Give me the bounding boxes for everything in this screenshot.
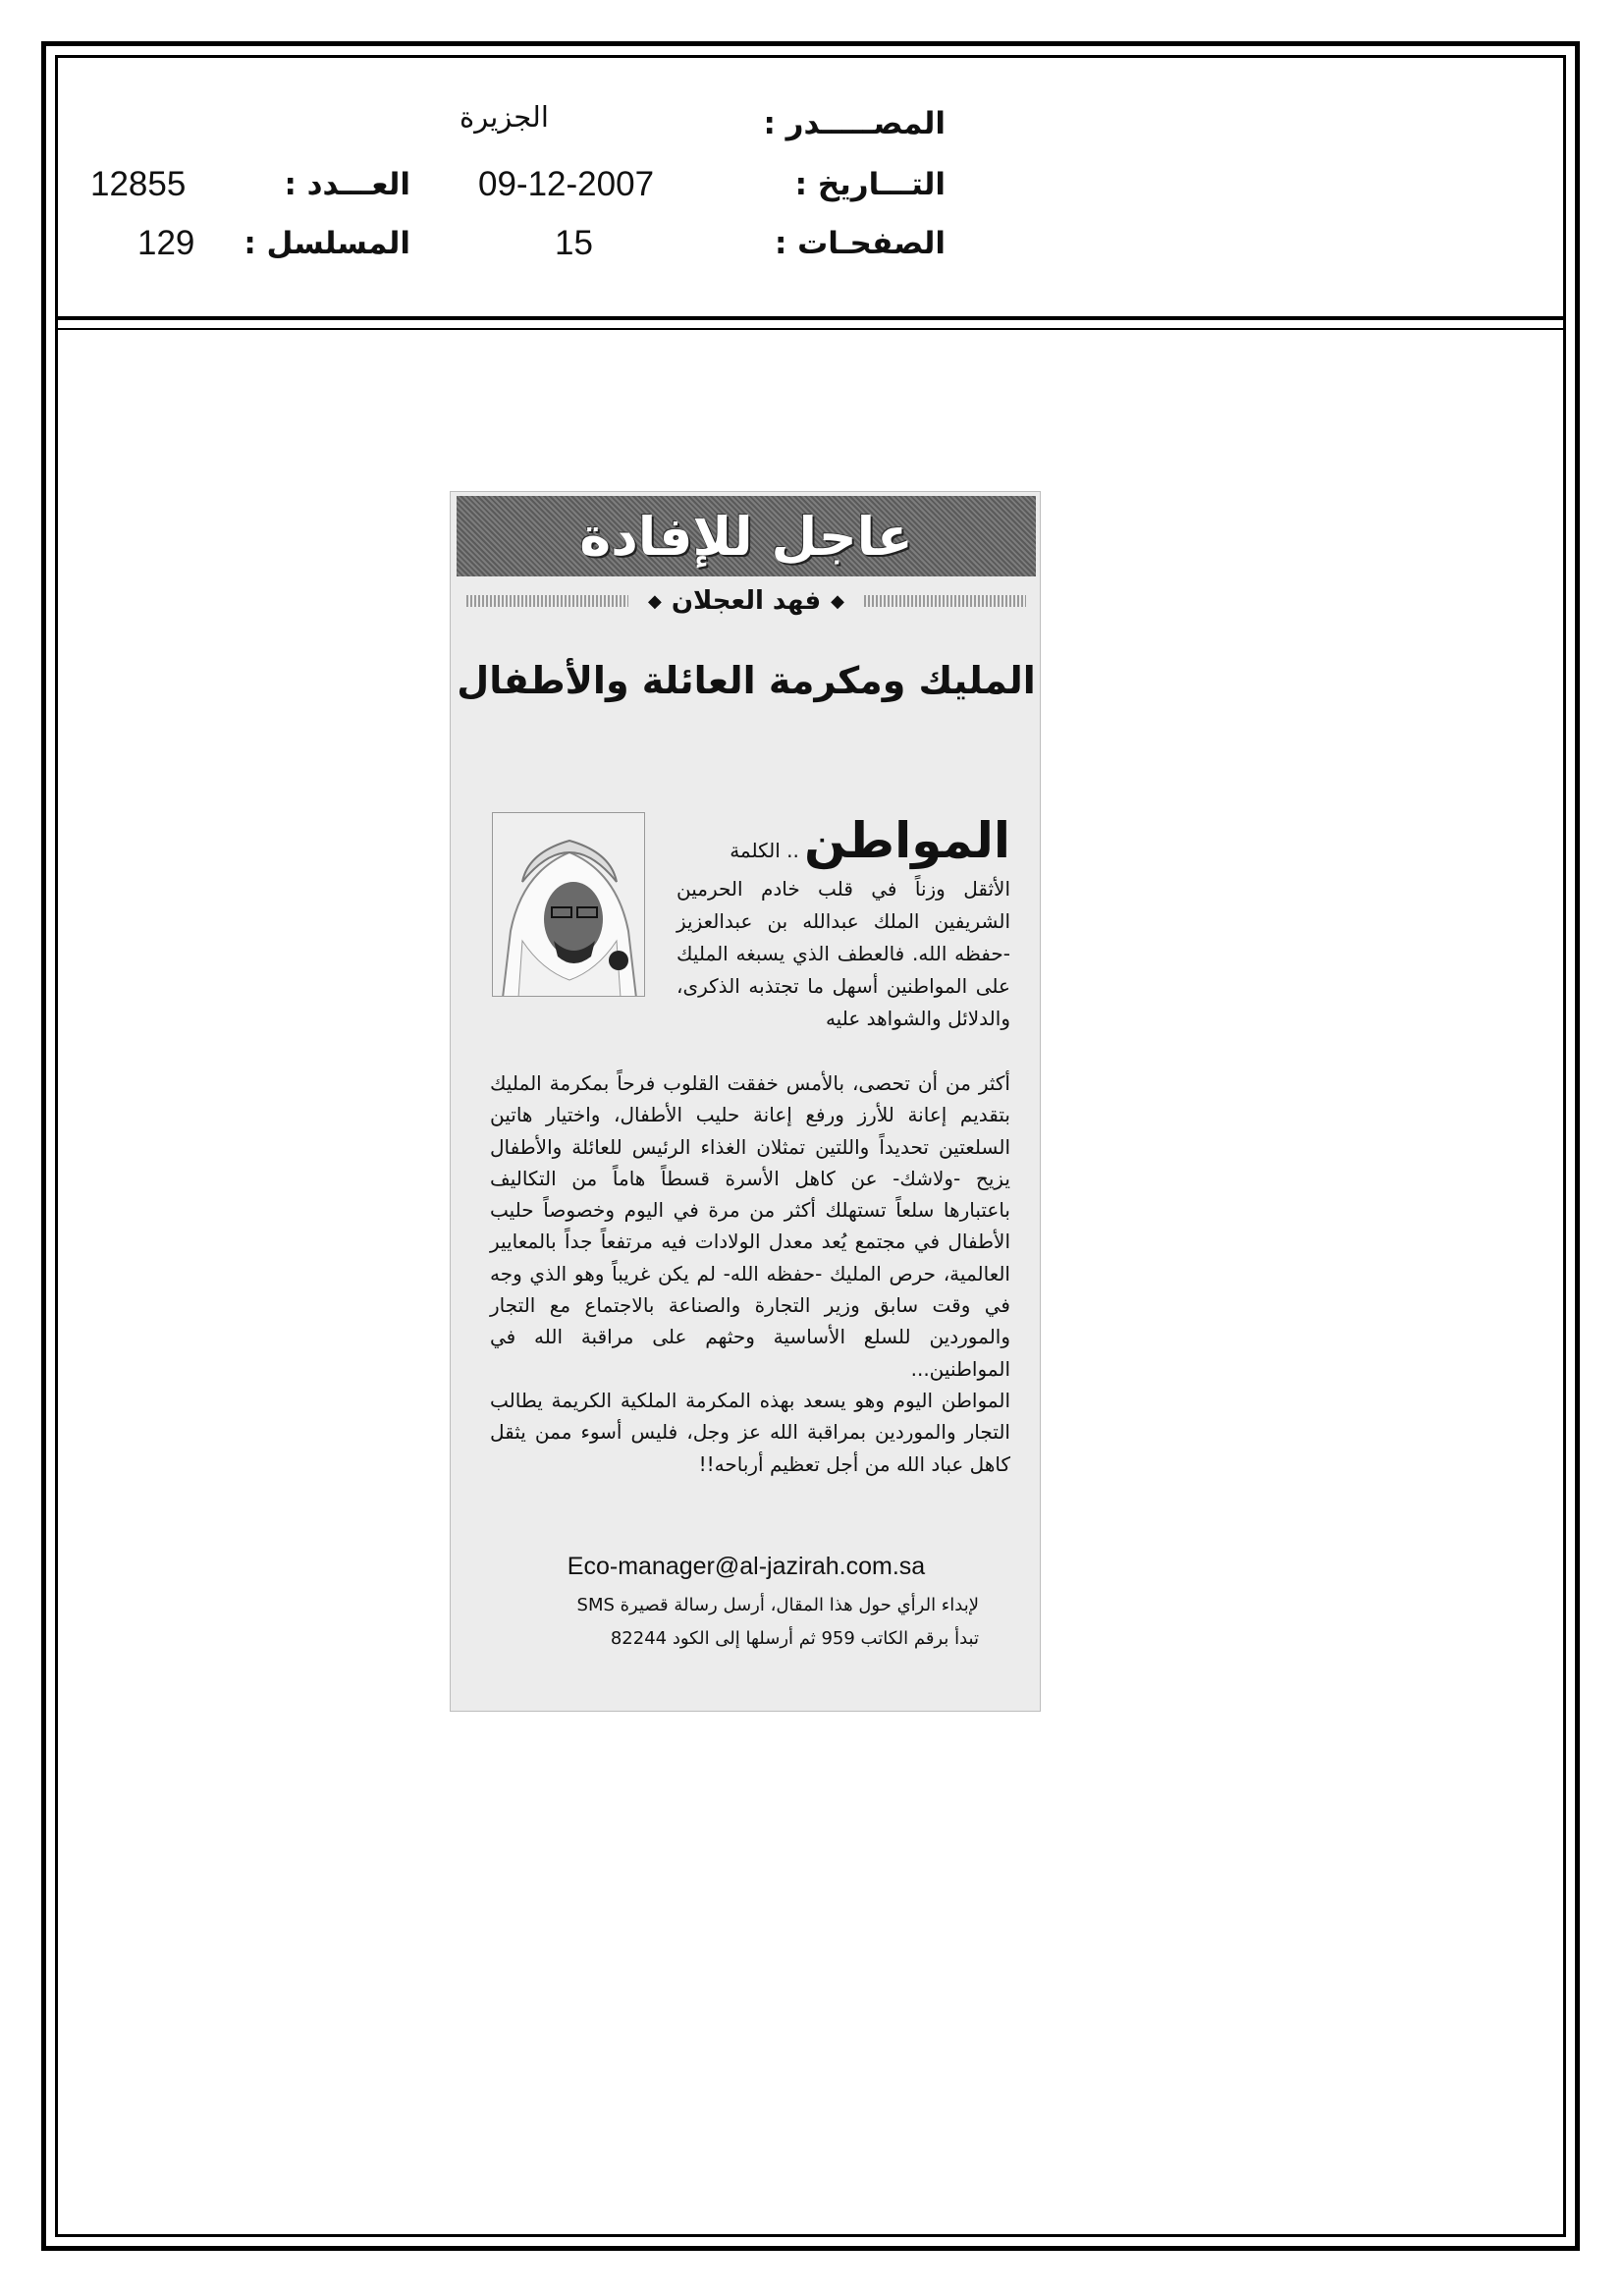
diamond-icon: ◆ [831,590,844,612]
lead-paragraph-opening [730,812,1010,869]
article-clipping [450,491,1041,1712]
source-value: الجزيرة [460,100,549,134]
sms-line: تبدأ برقم الكاتب 959 ثم أرسلها إلى الكود 82244 [610,1628,979,1649]
header-divider-thin [55,328,1566,330]
sms-line: لإبداء الرأي حول هذا المقال، أرسل رسالة قصيرة SMS [576,1595,979,1615]
source-label: المصـــــدر : [763,106,946,141]
article-body [490,1067,1010,1480]
issue-value: 12855 [90,165,187,203]
author-name: فهد العجلان [671,586,822,616]
pages-value: 15 [555,224,593,262]
issue-label: العـــدد : [284,167,410,202]
column-title: عاجل للإفادة [579,505,913,568]
article-headline: المليك ومكرمة العائلة والأطفال [457,659,1036,702]
article-paragraph: أكثر من أن تحصى، بالأمس خفقت القلوب فرحاً بمكرمة المليك بتقديم إعانة للأرز ورفع إعانة حليب الأطفال، واختيار هاتين السلعتين تحديداً واللتين تمثلان الغذاء الرئيس للعائلة والأطفال يزيح -ولاشك- عن كاهل الأسرة قسطاً هاماً من التكاليف باعتبارها سلعاً تستهلك أكثر من مرة في اليوم وخصوصاً حليب الأطفال في مجتمع يُعد معدل الولادات فيه مرتفعاً جداً بالمعايير العالمية، حرص المليك -حفظه الله- لم يكن غريباً وهو الذي وجه في وقت سابق وزير التجارة والصناعة بالاجتماع مع التجار والموردين للسلع الأساسية وحثهم على مراقبة الله في المواطنين... [490,1071,1010,1381]
author-email: Eco-manager@al-jazirah.com.sa [567,1553,926,1580]
column-banner [457,496,1036,576]
serial-label: المسلسل : [243,226,410,261]
lead-word-rest: .. الكلمة [730,839,799,862]
date-label: التـــاريخ : [794,167,946,202]
pages-label: الصفحـات : [774,226,946,261]
sms-instructions [577,1589,979,1656]
lead-word: المواطن [803,812,1010,869]
article-paragraph: المواطن اليوم وهو يسعد بهذه المكرمة الملكية الكريمة يطالب التجار والموردين بمراقبة الله عز وجل، فليس أسوء ممن يثقل كاهل عباد الله من أجل تعظيم أرباحه!! [490,1388,1010,1476]
header-divider [55,316,1566,320]
article-text-beside-photo: الأثقل وزناً في قلب خادم الحرمين الشريفين الملك عبدالله بن عبدالعزيز -حفظه الله. فالعطف الذي يسبغه المليك على المواطنين أسهل ما تجتذبه الذكرى، والدلائل والشواهد عليه [676,877,1010,1030]
date-value: 09-12-2007 [478,165,655,203]
serial-value: 129 [137,224,195,262]
diamond-icon: ◆ [648,590,662,612]
author-photo [492,812,645,997]
byline-bar [457,584,1036,618]
